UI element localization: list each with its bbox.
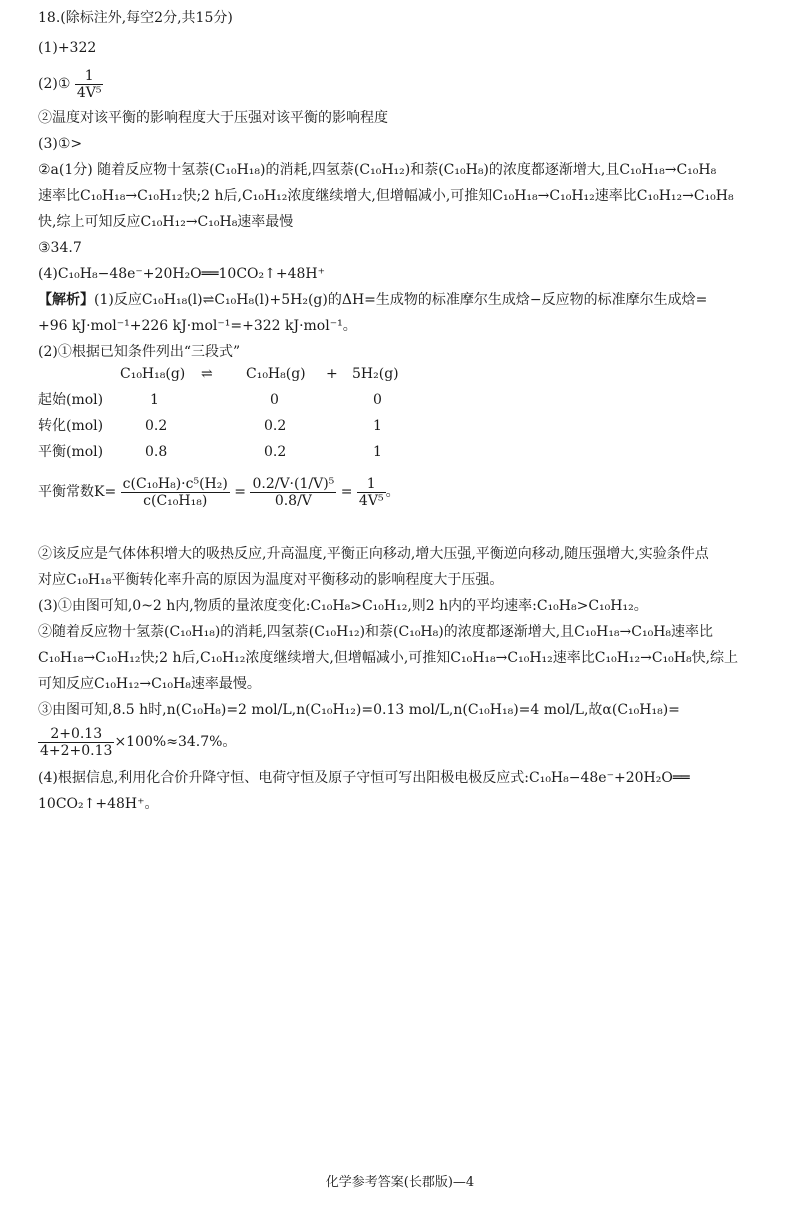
fraction-numerator: 1	[357, 476, 386, 493]
k-fraction-2	[250, 476, 336, 509]
answer-2-1-fraction	[75, 68, 104, 101]
equation-arrow: ⇌	[201, 366, 213, 382]
equation-reactant: C₁₀H₁₈(g)	[120, 366, 186, 382]
row-value: 0	[373, 392, 382, 408]
analysis-2-2-line2: 对应C₁₀H₁₈平衡转化率升高的原因为温度对平衡移动的影响程度大于压强。	[38, 572, 504, 588]
answer-2-1-prefix: (2)①	[38, 76, 71, 92]
equation-plus: +	[326, 366, 338, 382]
answer-4: (4)C₁₀H₈−48e⁻+20H₂O══10CO₂↑+48H⁺	[38, 266, 325, 282]
row-label: 转化(mol)	[38, 418, 104, 434]
row-value: 0	[270, 392, 279, 408]
analysis-1-text: (1)反应C₁₀H₁₈(l)⇌C₁₀H₈(l)+5H₂(g)的ΔH=生成物的标准摩尔生成焓−反应物的标准摩尔生成焓=	[94, 292, 708, 308]
conversion-fraction	[38, 726, 114, 759]
equation-product-1: C₁₀H₈(g)	[246, 366, 306, 382]
fraction-denominator: 0.8/V	[274, 492, 312, 509]
equals-sign: =	[340, 484, 353, 500]
analysis-1-line1	[38, 290, 707, 310]
analysis-3-2-line2: C₁₀H₁₈→C₁₀H₁₂快;2 h后,C₁₀H₁₂浓度继续增大,但增幅减小,可推知C₁₀H₁₈→C₁₀H₁₂速率比C₁₀H₁₂→C₁₀H₈快,综上	[38, 650, 739, 666]
equals-sign: =	[234, 484, 247, 500]
answer-3-2-line3: 快,综上可知反应C₁₀H₁₂→C₁₀H₈速率最慢	[38, 214, 294, 230]
row-value: 1	[373, 444, 382, 460]
row-value: 0.2	[264, 444, 287, 460]
analysis-1-line2: +96 kJ·mol⁻¹+226 kJ·mol⁻¹=+322 kJ·mol⁻¹。	[38, 318, 357, 334]
fraction-denominator: 4V⁵	[358, 492, 384, 509]
fraction-denominator: 4V⁵	[76, 84, 102, 101]
k-end: 。	[385, 484, 400, 500]
analysis-3-1: (3)①由图可知,0~2 h内,物质的量浓度变化:C₁₀H₈>C₁₀H₁₂,则2 h内的平均速率:C₁₀H₈>C₁₀H₁₂。	[38, 598, 648, 614]
answer-3-3: ③34.7	[38, 240, 82, 256]
fraction-numerator: 1	[75, 68, 104, 85]
row-value: 0.2	[145, 418, 168, 434]
row-label: 平衡(mol)	[38, 444, 104, 460]
k-prefix: 平衡常数K=	[38, 484, 117, 500]
answer-2-2: ②温度对该平衡的影响程度大于压强对该平衡的影响程度	[38, 110, 388, 126]
fraction-numerator: 2+0.13	[38, 726, 114, 743]
answer-3-2-line2: 速率比C₁₀H₁₈→C₁₀H₁₂快;2 h后,C₁₀H₁₂浓度继续增大,但增幅减小,可推知C₁₀H₁₈→C₁₀H₁₂速率比C₁₀H₁₂→C₁₀H₈	[38, 188, 734, 204]
analysis-3-3-line2	[38, 724, 236, 760]
answer-3-2-line1: ②a(1分) 随着反应物十氢萘(C₁₀H₁₈)的消耗,四氢萘(C₁₀H₁₂)和萘(C₁₀H₈)的浓度都逐渐增大,且C₁₀H₁₈→C₁₀H₈	[38, 162, 717, 178]
answer-2-1	[38, 66, 103, 102]
analysis-label: 【解析】	[38, 292, 94, 308]
fraction-numerator: c(C₁₀H₈)·c⁵(H₂)	[122, 475, 228, 492]
analysis-4-line1: (4)根据信息,利用化合价升降守恒、电荷守恒及原子守恒可写出阳极电极反应式:C₁₀H₈−48e⁻+20H₂O══	[38, 770, 690, 786]
analysis-2-line1: (2)①根据已知条件列出“三段式”	[38, 344, 241, 360]
fraction-numerator: 0.2/V·(1/V)⁵	[252, 475, 335, 492]
row-value: 0.2	[264, 418, 287, 434]
row-value: 1	[373, 418, 382, 434]
row-value: 1	[150, 392, 159, 408]
analysis-3-2-line1: ②随着反应物十氢萘(C₁₀H₁₈)的消耗,四氢萘(C₁₀H₁₂)和萘(C₁₀H₈)的浓度都逐渐增大,且C₁₀H₁₈→C₁₀H₈速率比	[38, 624, 714, 640]
answer-1: (1)+322	[38, 40, 97, 56]
row-label: 起始(mol)	[38, 392, 104, 408]
analysis-4-line2: 10CO₂↑+48H⁺。	[38, 796, 159, 812]
answer-3-1: (3)①>	[38, 136, 83, 152]
row-value: 0.8	[145, 444, 168, 460]
k-fraction-1	[121, 476, 230, 509]
equilibrium-constant	[38, 472, 400, 512]
analysis-3-2-line3: 可知反应C₁₀H₁₂→C₁₀H₈速率最慢。	[38, 676, 261, 692]
equation-product-2: 5H₂(g)	[352, 366, 399, 382]
analysis-2-2-line1: ②该反应是气体体积增大的吸热反应,升高温度,平衡正向移动,增大压强,平衡逆向移动,随压强增大,实验条件点	[38, 546, 709, 562]
analysis-3-3-line1: ③由图可知,8.5 h时,n(C₁₀H₈)=2 mol/L,n(C₁₀H₁₂)=0.13 mol/L,n(C₁₀H₁₈)=4 mol/L,故α(C₁₀H₁₈)=	[38, 702, 680, 718]
fraction-denominator: c(C₁₀H₁₈)	[143, 492, 208, 509]
conversion-result: ×100%≈34.7%。	[114, 734, 237, 750]
k-fraction-3	[357, 476, 386, 509]
fraction-denominator: 4+2+0.13	[40, 742, 113, 759]
page-footer: 化学参考答案(长郡版)—4	[325, 1175, 475, 1190]
question-header: 18.(除标注外,每空2分,共15分)	[38, 10, 233, 26]
